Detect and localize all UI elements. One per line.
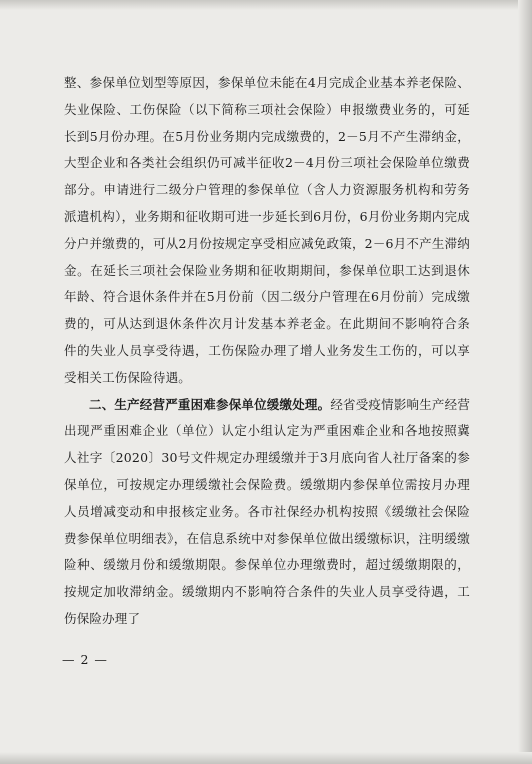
paragraph-section-two <box>64 392 470 633</box>
scan-bottom-shadow <box>0 752 532 764</box>
document-body <box>64 70 470 633</box>
section-two-body: 经省受疫情影响生产经营出现严重困难企业（单位）认定小组认定为严重困难企业和各地按照冀人社字〔2020〕30号文件规定办理缓缴并于3月底向省人社厅备案的参保单位，可按规定办理缓缴社会保险费。缓缴期内参保单位需按月办理人员增减变动和申报核定业务。各市社保经办机构按照《缓缴社会保险费参保单位明细表》，在信息系统中对参保单位做出缓缴标识，注明缓缴险种、缓缴月份和缓缴期限。参保单位办理缴费时，超过缓缴期限的，按规定加收滞纳金。缓缴期内不影响符合条件的失业人员享受待遇，工伤保险办理了 <box>64 396 471 626</box>
page-number: — 2 — <box>62 652 108 667</box>
paragraph-continuation: 整、参保单位划型等原因，参保单位未能在4月完成企业基本养老保险、失业保险、工伤保险（以下简称三项社会保险）申报缴费业务的，可延长到5月份办理。在5月份业务期内完成缴费的，2－5月不产生滞纳金，大型企业和各类社会组织仍可减半征收2－4月份三项社会保险单位缴费部分。申请进行二级分户管理的参保单位（含人力资源服务机构和劳务派遣机构），业务期和征收期可进一步延长到6月份，6月份业务期内完成分户并缴费的，可从2月份按规定享受相应减免政策，2－6月不产生滞纳金。在延长三项社会保险业务期和征收期期间，参保单位职工达到退休年龄、符合退休条件并在5月份前（因二级分户管理在6月份前）完成缴费的，可从达到退休条件次月计发基本养老金。在此期间不影响符合条件的失业人员享受待遇，工伤保险办理了增人业务发生工伤的，可以享受相关工伤保险待遇。 <box>64 75 470 385</box>
section-heading: 二、生产经营严重困难参保单位缓缴处理。 <box>89 396 331 412</box>
scan-right-shadow <box>518 0 532 764</box>
scan-top-shadow <box>0 0 532 10</box>
